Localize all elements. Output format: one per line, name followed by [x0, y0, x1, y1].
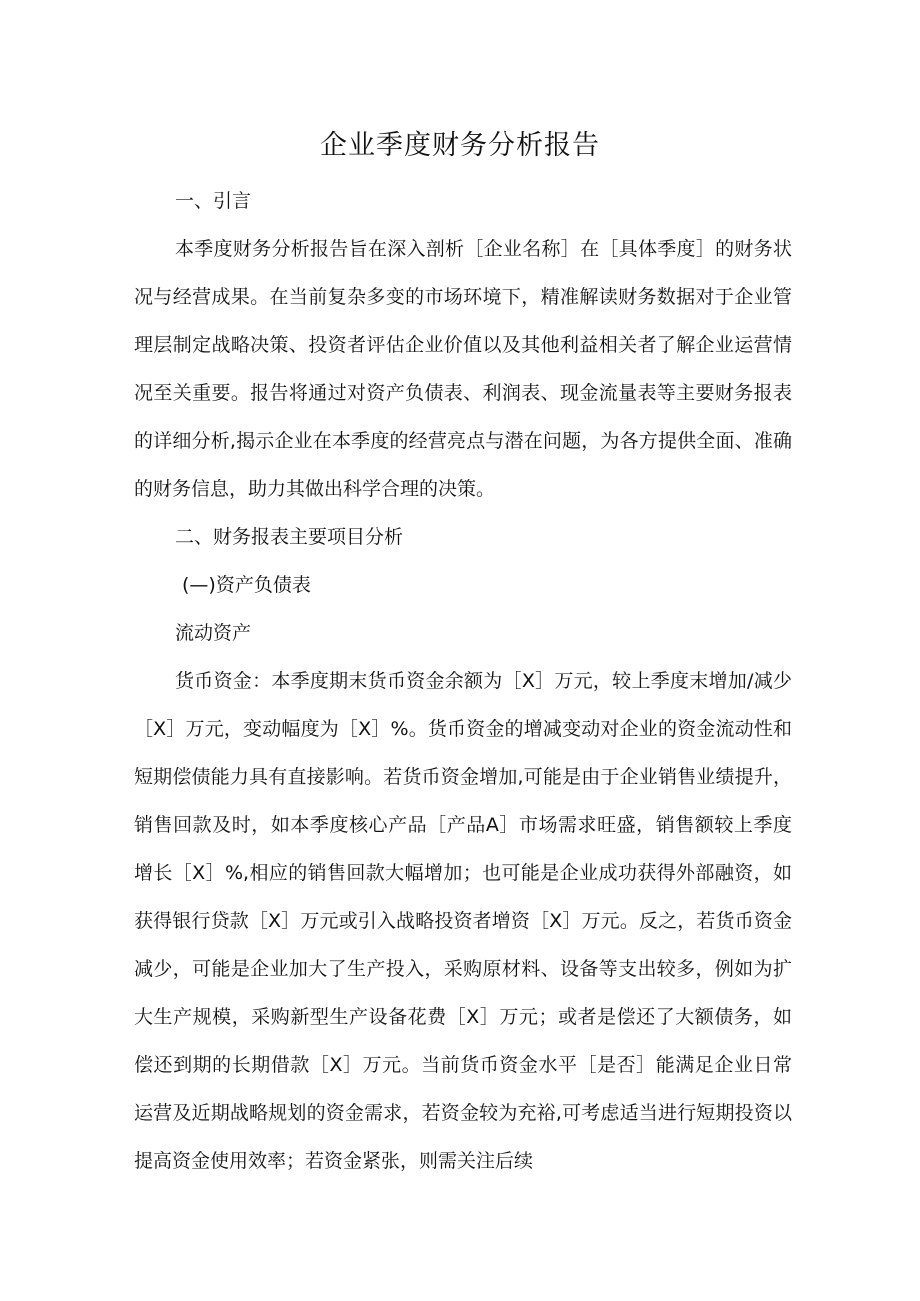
section-heading-financial-statements: 二、财务报表主要项目分析 [175, 526, 404, 548]
document-title: 企业季度财务分析报告 [320, 130, 600, 161]
section-heading-introduction: 一、引言 [175, 190, 252, 212]
intro-paragraph: 本季度财务分析报告旨在深入剖析［企业名称］在［具体季度］的财务状况与经营成果。在当前复杂多变的市场环境下，精准解读财务数据对于企业管理层制定战略决策、投资者评估企业价值以及其他利益相关者了解企业运营情况至关重要。报告将通过对资产负债表、利润表、现金流量表等主要财务报表的详细分析,揭示企业在本季度的经营亮点与潜在问题，为各方提供全面、准确的财务信息，助力其做出科学合理的决策。 [134, 238, 792, 500]
cash-paragraph: 货币资金：本季度期末货币资金余额为［X］万元，较上季度末增加/减少［X］万元，变动幅度为［X］%。货币资金的增减变动对企业的资金流动性和短期偿债能力具有直接影响。若货币资金增加,可能是由于企业销售业绩提升，销售回款及时，如本季度核心产品［产品A］市场需求旺盛，销售额较上季度增长［X］%,相应的销售回款大幅增加；也可能是企业成功获得外部融资，如获得银行贷款［X］万元或引入战略投资者增资［X］万元。反之，若货币资金减少，可能是企业加大了生产投入，采购原材料、设备等支出较多，例如为扩大生产规模，采购新型生产设备花费［X］万元；或者是偿还了大额债务，如偿还到期的长期借款［X］万元。当前货币资金水平［是否］能满足企业日常运营及近期战略规划的资金需求，若资金较为充裕,可考虑适当进行短期投资以提高资金使用效率；若资金紧张，则需关注后续 [134, 670, 792, 1172]
current-assets-heading: 流动资产 [175, 622, 252, 644]
document-body [134, 177, 792, 1185]
subsection-heading-balance-sheet: (—)资产负债表 [182, 574, 311, 596]
